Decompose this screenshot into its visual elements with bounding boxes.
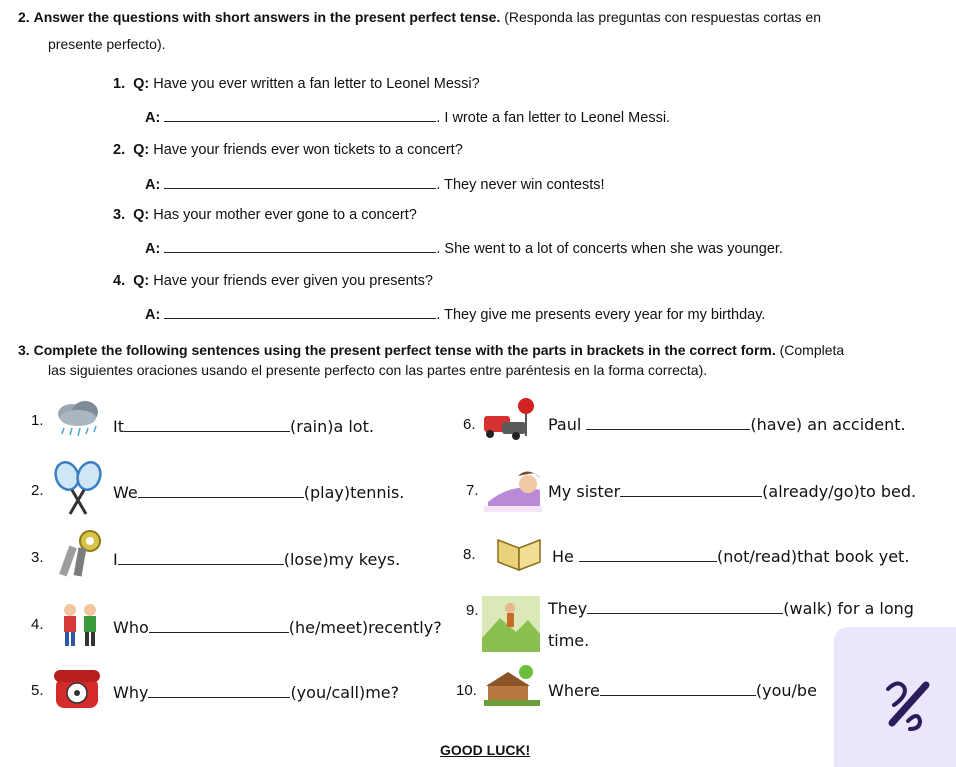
a-label: A: (145, 177, 161, 193)
answer-blank[interactable] (586, 416, 750, 430)
good-luck-footer: GOOD LUCK! (440, 742, 531, 758)
sentence-subject: Where (548, 681, 600, 700)
sentence-subject: Who (113, 618, 149, 637)
answer-blank[interactable] (124, 418, 290, 432)
answer-row (145, 239, 783, 257)
exercise-sentence (548, 681, 817, 700)
item-number: 1. (113, 76, 126, 92)
answer-blank[interactable] (620, 483, 762, 497)
sentence-rest: that book yet. (797, 547, 910, 566)
section-title: Answer the questions with short answers in the present perfect tense. (33, 9, 501, 25)
open-book-icon (494, 530, 544, 574)
sentence-subject: We (113, 483, 138, 502)
question-row (113, 207, 417, 223)
a-label: A: (145, 241, 161, 257)
answer-blank[interactable] (164, 108, 436, 122)
exercise-number: 9. (466, 602, 479, 619)
answer-blank[interactable] (164, 305, 436, 319)
section-translation-cont: las siguientes oraciones usando el presente perfecto con las partes entre paréntesis en la forma correcta). (48, 362, 708, 378)
question-text: Have your friends ever given you presents? (153, 273, 433, 289)
exercise-sentence (113, 683, 399, 702)
exercise-number: 7. (466, 482, 479, 499)
tree-house-icon (482, 662, 544, 708)
section-title: Complete the following sentences using the present perfect tense with the parts in brackets in the correct form. (33, 342, 776, 358)
answer-blank[interactable] (148, 684, 290, 698)
sentence-rest: for a long (837, 599, 914, 618)
verb-hint: (have) (750, 415, 803, 434)
answer-tail: . They never win contests! (436, 177, 605, 193)
item-number: 2. (113, 142, 126, 158)
sentence-subject: My sister (548, 482, 621, 501)
question-row (113, 142, 463, 158)
verb-hint: (you/be (755, 681, 817, 700)
sentence-subject: It (113, 417, 124, 436)
telephone-icon (52, 664, 102, 712)
answer-row (145, 175, 605, 193)
sentence-rest: recently? (368, 618, 442, 637)
car-accident-icon (482, 396, 544, 442)
verb-hint: (rain) (290, 417, 334, 436)
answer-row (145, 108, 670, 126)
section-translation-cont: presente perfecto). (48, 36, 166, 52)
section-translation: (Responda las preguntas con respuestas cortas en (504, 9, 821, 25)
floating-assistant-button[interactable] (834, 627, 956, 767)
exercise-number: 8. (463, 546, 476, 563)
sentence-subject: Paul (548, 415, 582, 434)
q-label: Q: (133, 207, 150, 223)
sentence-rest-cont: time. (548, 631, 590, 650)
verb-hint: (not/read) (716, 547, 798, 566)
sentence-rest: an accident. (807, 415, 906, 434)
answer-row (145, 305, 765, 323)
pen-scribble-icon (874, 671, 944, 741)
sentence-rest: a lot. (333, 417, 374, 436)
item-number: 4. (113, 273, 126, 289)
exercise-sentence (113, 550, 400, 569)
sentence-subject: He (552, 547, 574, 566)
answer-blank[interactable] (164, 239, 436, 253)
keys-icon (56, 528, 104, 580)
a-label: A: (145, 110, 161, 126)
tennis-rackets-icon (52, 460, 104, 518)
answer-blank[interactable] (579, 548, 717, 562)
answer-blank[interactable] (138, 484, 304, 498)
sentence-rest: tennis. (350, 483, 405, 502)
exercise-sentence (548, 415, 906, 434)
answer-blank[interactable] (149, 619, 289, 633)
exercise-sentence (548, 482, 916, 501)
hiking-walk-icon (480, 594, 542, 654)
exercise-number: 1. (31, 412, 44, 429)
sentence-rest: my keys. (328, 550, 401, 569)
exercise-number: 10. (456, 682, 477, 699)
answer-blank[interactable] (118, 551, 284, 565)
verb-hint: (walk) (783, 599, 833, 618)
verb-hint: (play) (303, 483, 351, 502)
sentence-subject: I (113, 550, 118, 569)
verb-hint: (lose) (283, 550, 329, 569)
exercise-sentence (552, 547, 909, 566)
verb-hint: (already/go) (762, 482, 860, 501)
section-3-heading (18, 340, 844, 360)
question-row (113, 76, 480, 92)
verb-hint: (he/meet) (288, 618, 369, 637)
sleeping-girl-icon (482, 462, 544, 516)
section-number: 2. (18, 9, 30, 25)
q-label: Q: (133, 142, 150, 158)
answer-tail: . I wrote a fan letter to Leonel Messi. (436, 110, 671, 126)
exercise-sentence (113, 483, 404, 502)
item-number: 3. (113, 207, 126, 223)
q-label: Q: (133, 273, 150, 289)
exercise-sentence (548, 599, 914, 618)
section-2-heading (18, 7, 821, 27)
exercise-number: 4. (31, 616, 44, 633)
sentence-rest: me? (365, 683, 400, 702)
section-translation: (Completa (779, 342, 845, 358)
question-row (113, 273, 433, 289)
sentence-subject: Why (113, 683, 149, 702)
rain-cloud-icon (52, 398, 104, 440)
exercise-sentence (113, 417, 374, 436)
answer-tail: . She went to a lot of concerts when she was younger. (436, 241, 783, 257)
answer-blank[interactable] (164, 175, 436, 189)
sentence-rest: to bed. (859, 482, 917, 501)
exercise-number: 5. (31, 682, 44, 699)
people-meeting-icon (56, 598, 104, 656)
exercise-number: 6. (463, 416, 476, 433)
q-label: Q: (133, 76, 150, 92)
answer-blank[interactable] (587, 600, 783, 614)
sentence-subject: They (548, 599, 588, 618)
section-number: 3. (18, 342, 30, 358)
a-label: A: (145, 307, 161, 323)
exercise-sentence (113, 618, 442, 637)
answer-blank[interactable] (600, 682, 756, 696)
verb-hint: (you/call) (290, 683, 366, 702)
exercise-number: 2. (31, 482, 44, 499)
question-text: Have your friends ever won tickets to a concert? (153, 142, 463, 158)
question-text: Has your mother ever gone to a concert? (153, 207, 417, 223)
question-text: Have you ever written a fan letter to Leonel Messi? (153, 76, 480, 92)
exercise-number: 3. (31, 549, 44, 566)
answer-tail: . They give me presents every year for my birthday. (436, 307, 766, 323)
